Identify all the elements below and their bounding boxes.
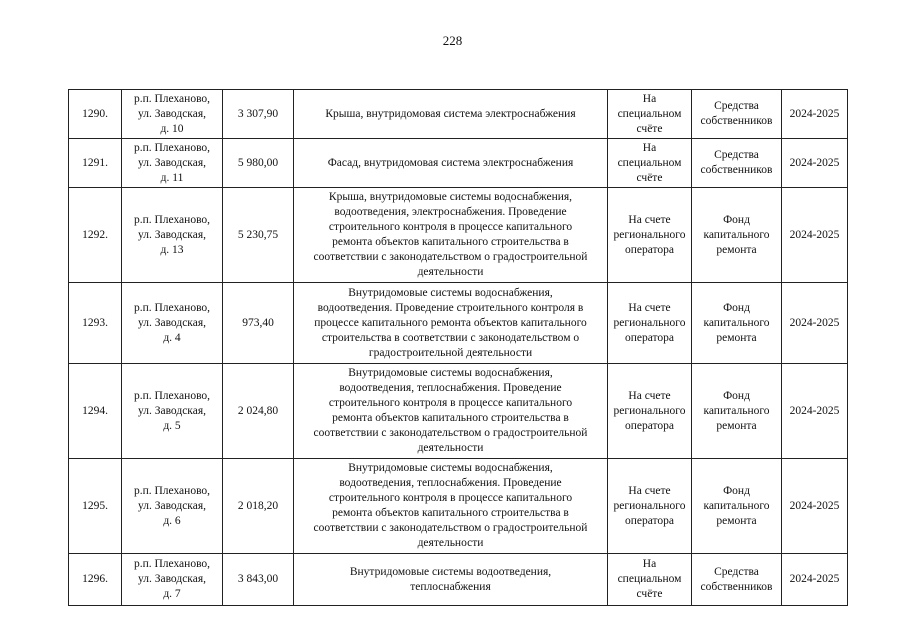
funding-source-cell [692,283,782,364]
works-cell [294,283,608,364]
address-cell-line: ул. Заводская, [137,499,206,512]
funding-source-cell-line: Средства [714,149,759,161]
funding-source-cell-line: собственников [700,164,773,176]
page-number: 228 [442,33,463,48]
works-cell-line: процессе капитального ремонта объектов капитального [314,316,587,329]
funding-source-cell-line: Фонд [723,389,750,402]
account-cell [608,364,692,459]
table-body [69,90,848,606]
account-cell-line: На счете [628,301,671,314]
address-cell-line: д. 4 [163,331,181,344]
funding-source-cell-line: капитального [703,499,770,512]
row-number: 1294. [69,364,122,459]
funding-source-cell-line: собственников [700,580,773,593]
period-cell: 2024-2025 [782,459,848,554]
works-cell-line: строительного контроля в процессе капитального [328,397,573,409]
account-cell-line: На счете [628,389,671,402]
account-cell-line: специальном [617,156,682,169]
account-cell-line: оператора [624,419,675,432]
funding-source-cell [692,188,782,283]
works-cell [294,188,608,283]
row-number: 1292. [69,188,122,283]
works-cell-line: Фасад, внутридомовая система электроснабжения [327,156,574,169]
account-cell [608,459,692,554]
account-cell [608,139,692,188]
works-cell-line: деятельности [417,266,484,278]
account-cell [608,90,692,139]
works-cell-line: соответствии с законодательством о градостроительной [313,427,588,439]
funding-source-cell [692,554,782,606]
address-cell-line: ул. Заводская, [137,404,206,417]
works-cell [294,554,608,606]
area-cell: 2 018,20 [223,459,294,554]
account-cell [608,188,692,283]
account-cell [608,283,692,364]
works-cell-line: Внутридомовые системы водоотведения, [349,565,552,578]
address-cell-line: р.п. Плеханово, [133,484,211,497]
funding-source-cell-line: Фонд [723,484,750,497]
row-number: 1293. [69,283,122,364]
address-cell [122,283,223,364]
area-cell: 5 230,75 [223,188,294,283]
funding-source-cell-line: собственников [700,115,773,127]
row-number: 1291. [69,139,122,188]
funding-source-cell-line: Фонд [723,213,750,226]
funding-source-cell-line: ремонта [716,419,757,432]
account-cell-line: оператора [624,243,675,256]
works-cell-line: Внутридомовые системы водоснабжения, [348,367,553,379]
funding-source-cell [692,364,782,459]
address-cell-line: д. 5 [163,419,181,432]
table-row [69,364,848,459]
capital-repair-table [68,89,848,606]
address-cell [122,459,223,554]
works-cell [294,459,608,554]
funding-source-cell-line: Средства [714,565,759,578]
area-cell: 3 307,90 [223,90,294,139]
account-cell-line: оператора [624,331,675,344]
works-cell-line: водоотведения, электроснабжения. Проведение [334,206,567,218]
address-cell-line: р.п. Плеханово, [133,213,211,226]
account-cell-line: счёте [636,122,663,135]
table-row [69,188,848,283]
row-number: 1290. [69,90,122,139]
table-row [69,459,848,554]
account-cell-line: регионального [613,228,686,241]
period-cell: 2024-2025 [782,554,848,606]
account-cell-line: специальном [617,107,682,120]
works-cell-line: деятельности [417,537,484,549]
works-cell-line: строительного контроля в процессе капитального [328,221,573,233]
works-cell-line: соответствии с законодательством о градостроительной [313,251,588,263]
account-cell-line: регионального [613,404,686,417]
funding-source-cell-line: капитального [703,404,770,417]
period-cell: 2024-2025 [782,188,848,283]
works-cell [294,139,608,188]
address-cell-line: д. 6 [163,514,181,527]
row-number: 1295. [69,459,122,554]
account-cell-line: оператора [624,514,675,527]
funding-source-cell [692,90,782,139]
period-cell: 2024-2025 [782,283,848,364]
address-cell-line: ул. Заводская, [137,573,206,585]
funding-source-cell-line: ремонта [716,514,757,527]
address-cell-line: д. 11 [160,171,184,184]
funding-source-cell-line: Фонд [723,301,750,314]
works-cell-line: строительного контроля в процессе капитального [328,492,573,504]
area-cell: 2 024,80 [223,364,294,459]
works-cell-line: деятельности [417,442,484,454]
area-cell: 3 843,00 [223,554,294,606]
works-cell-line: строительства в соответствии с законодательством о [321,331,580,344]
works-cell-line: водоотведения, теплоснабжения. Проведение [339,382,562,394]
funding-source-cell [692,139,782,188]
account-cell-line: регионального [613,499,686,512]
works-cell-line: теплоснабжения [410,580,491,593]
works-cell [294,364,608,459]
account-cell-line: счёте [636,171,663,184]
area-cell: 5 980,00 [223,139,294,188]
address-cell-line: д. 13 [160,243,184,256]
table-row [69,283,848,364]
table-row [69,554,848,606]
works-cell [294,90,608,139]
works-cell-line: ремонта объектов капитального строительства в [332,507,569,519]
address-cell [122,554,223,606]
address-cell-line: р.п. Плеханово, [133,92,211,105]
works-cell-line: ремонта объектов капитального строительства в [332,412,569,424]
table-row [69,90,848,139]
account-cell-line: регионального [613,316,686,329]
account-cell-line: На [642,141,657,154]
address-cell-line: ул. Заводская, [137,228,206,241]
area-cell: 973,40 [223,283,294,364]
period-cell: 2024-2025 [782,90,848,139]
account-cell-line: На счете [628,484,671,497]
works-cell-line: Внутридомовые системы водоснабжения, [348,286,553,299]
works-cell-line: водоотведения. Проведение строительного контроля в [317,301,584,314]
address-cell-line: ул. Заводская, [137,316,206,329]
address-cell-line: р.п. Плеханово, [133,558,211,570]
funding-source-cell-line: капитального [703,228,770,241]
address-cell [122,90,223,139]
address-cell-line: ул. Заводская, [137,156,206,169]
period-cell: 2024-2025 [782,139,848,188]
works-cell-line: Крыша, внутридомовые системы водоснабжения, [328,191,573,203]
address-cell-line: р.п. Плеханово, [133,389,211,402]
account-cell-line: На [642,92,657,105]
row-number: 1296. [69,554,122,606]
funding-source-cell-line: капитального [703,316,770,329]
works-cell-line: градостроительной деятельности [368,346,533,359]
address-cell-line: д. 10 [160,122,184,135]
works-cell-line: Крыша, внутридомовая система электроснабжения [325,107,576,120]
address-cell-line: р.п. Плеханово, [133,301,211,314]
address-cell [122,139,223,188]
account-cell-line: счёте [636,588,663,600]
works-cell-line: ремонта объектов капитального строительства в [332,236,569,248]
address-cell [122,364,223,459]
funding-source-cell [692,459,782,554]
address-cell-line: д. 7 [163,588,181,600]
account-cell-line: На счете [628,213,671,226]
funding-source-cell-line: ремонта [716,331,757,344]
address-cell [122,188,223,283]
funding-source-cell-line: Средства [714,100,759,112]
account-cell-line: На [642,558,657,570]
period-cell: 2024-2025 [782,364,848,459]
works-cell-line: водоотведения, теплоснабжения. Проведение [339,477,562,489]
funding-source-cell-line: ремонта [716,243,757,256]
address-cell-line: ул. Заводская, [137,107,206,120]
account-cell-line: специальном [617,573,682,585]
address-cell-line: р.п. Плеханово, [133,141,211,154]
works-cell-line: соответствии с законодательством о градостроительной [313,522,588,534]
account-cell [608,554,692,606]
works-cell-line: Внутридомовые системы водоснабжения, [348,462,553,474]
table-row [69,139,848,188]
